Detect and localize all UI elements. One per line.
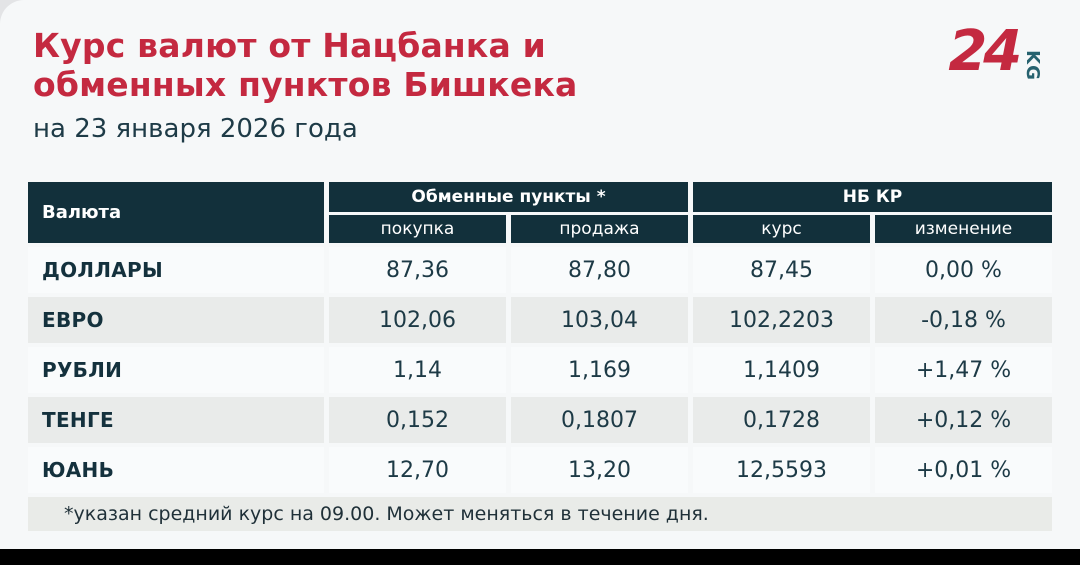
cell-change: -0,18 % xyxy=(875,297,1052,343)
header-sub-rate: курс xyxy=(693,215,870,243)
header-currency: Валюта xyxy=(28,182,324,243)
cell-sell: 87,80 xyxy=(511,247,688,293)
cell-buy: 0,152 xyxy=(329,397,506,443)
table-header xyxy=(28,182,1052,243)
cell-buy: 87,36 xyxy=(329,247,506,293)
cell-change: +1,47 % xyxy=(875,347,1052,393)
cell-buy: 102,06 xyxy=(329,297,506,343)
cell-change: +0,01 % xyxy=(875,447,1052,493)
table-row-yuan xyxy=(28,447,1052,493)
header-group-nbkr: НБ КР xyxy=(693,182,1052,212)
logo-24-icon: 24 xyxy=(948,19,1019,84)
header-sub-change: изменение xyxy=(875,215,1052,243)
page-title xyxy=(33,26,578,104)
table-row-tenge xyxy=(28,397,1052,443)
cell-rate: 1,1409 xyxy=(693,347,870,393)
header-sub-buy: покупка xyxy=(329,215,506,243)
cell-buy: 1,14 xyxy=(329,347,506,393)
table-row-euro xyxy=(28,297,1052,343)
table-row-rubles xyxy=(28,347,1052,393)
table-row-dollars xyxy=(28,247,1052,293)
cell-change: +0,12 % xyxy=(875,397,1052,443)
bottom-black-bar xyxy=(0,549,1080,565)
cell-currency: ЕВРО xyxy=(28,297,324,343)
cell-currency: ТЕНГЕ xyxy=(28,397,324,443)
cell-sell: 0,1807 xyxy=(511,397,688,443)
currency-rates-table xyxy=(28,182,1052,531)
cell-change: 0,00 % xyxy=(875,247,1052,293)
logo-24kg xyxy=(948,19,1048,84)
cell-rate: 102,2203 xyxy=(693,297,870,343)
cell-rate: 87,45 xyxy=(693,247,870,293)
header-sub-sell: продажа xyxy=(511,215,688,243)
cell-rate: 12,5593 xyxy=(693,447,870,493)
cell-currency: ДОЛЛАРЫ xyxy=(28,247,324,293)
logo-kg-label: KG xyxy=(1022,50,1044,81)
cell-currency: РУБЛИ xyxy=(28,347,324,393)
cell-sell: 13,20 xyxy=(511,447,688,493)
page-title-line2: обменных пунктов Бишкека xyxy=(33,65,578,104)
cell-buy: 12,70 xyxy=(329,447,506,493)
date-subtitle: на 23 января 2026 года xyxy=(33,114,358,144)
cell-sell: 1,169 xyxy=(511,347,688,393)
page-title-line1: Курс валют от Нацбанка и xyxy=(33,26,546,65)
cell-sell: 103,04 xyxy=(511,297,688,343)
cell-rate: 0,1728 xyxy=(693,397,870,443)
cell-currency: ЮАНЬ xyxy=(28,447,324,493)
header-group-exchange-offices: Обменные пункты * xyxy=(329,182,688,212)
table-footnote: *указан средний курс на 09.00. Может меняться в течение дня. xyxy=(28,497,1052,531)
